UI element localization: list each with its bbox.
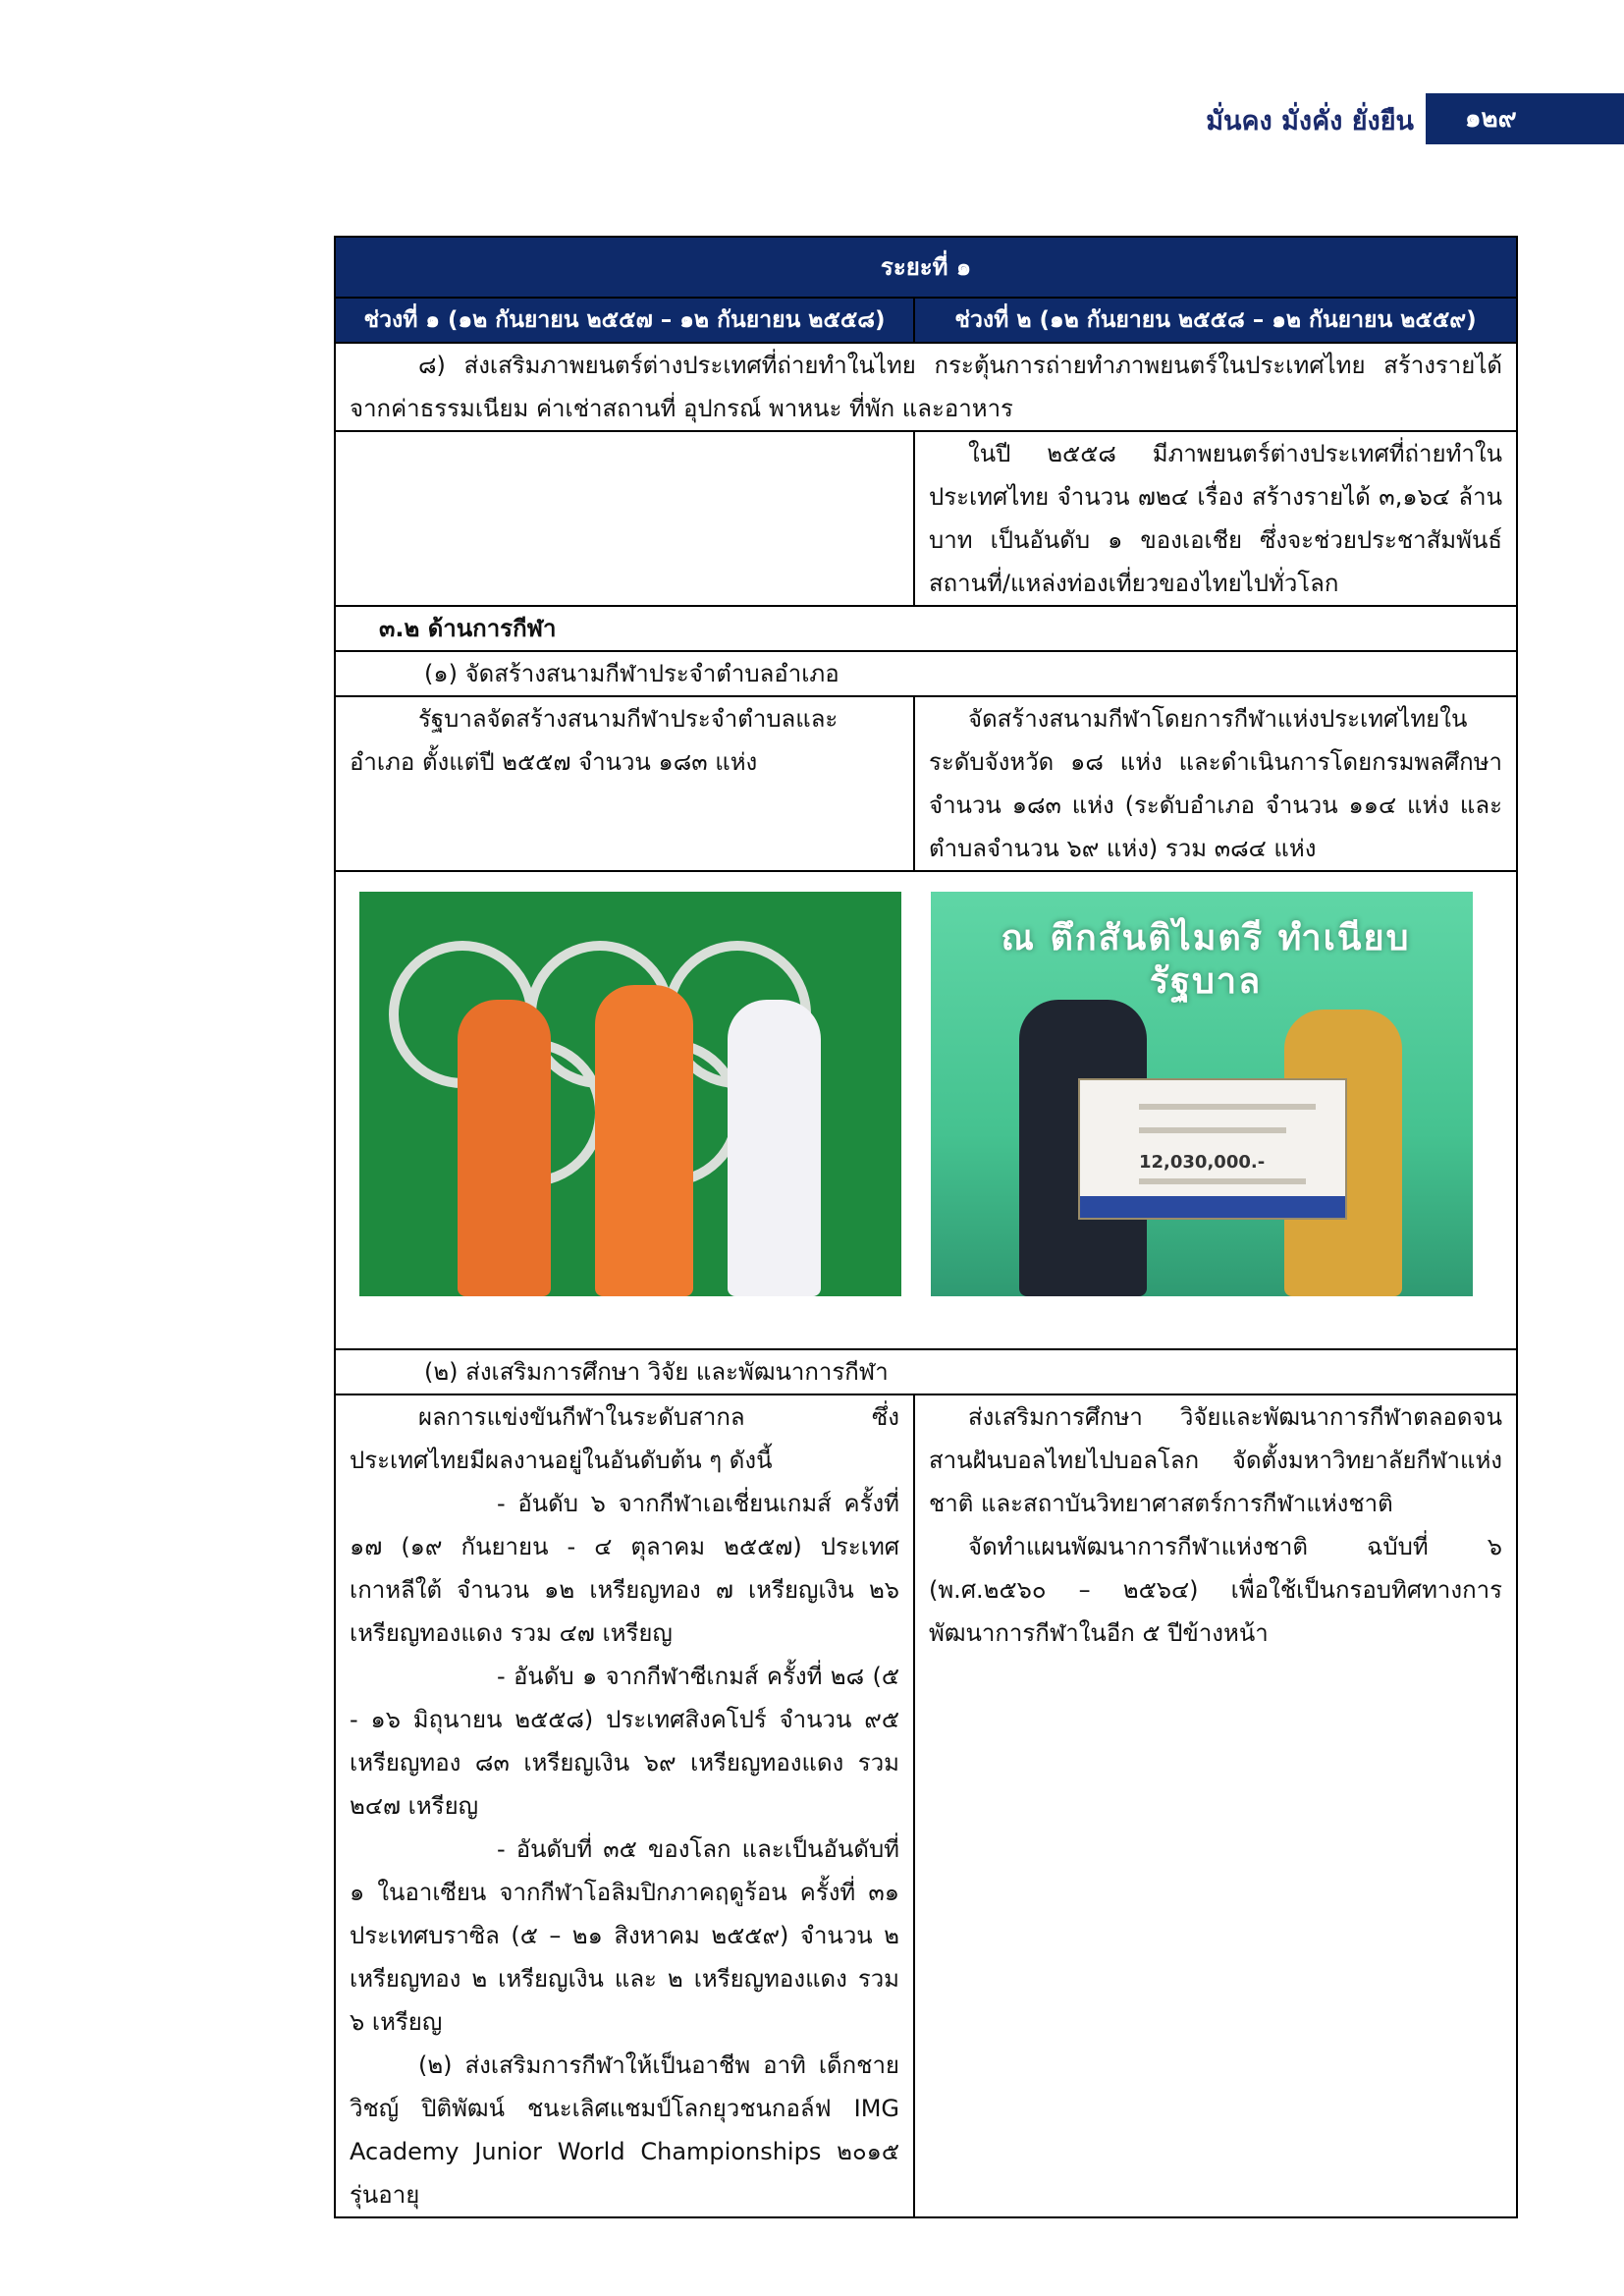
- section-32-title: ๓.๒ ด้านการกีฬา: [335, 606, 1517, 651]
- sub1-title-row: [335, 651, 1517, 696]
- phase-header-row: [335, 237, 1517, 298]
- cheque-line: [1139, 1127, 1286, 1133]
- cheque-footer-bar: [1080, 1196, 1345, 1218]
- sub2-left-item2: - อันดับ ๑ จากกีฬาซีเกมส์ ครั้งที่ ๒๘ (๕ - ๑๖ มิถุนายน ๒๕๕๘) ประเทศสิงคโปร์ จำนวน ๙๕ เหรียญทอง ๘๓ เหรียญเงิน ๖๙ เหรียญทองแดง รวม ๒๔๗ เหรียญ: [350, 1663, 899, 1820]
- cheque-amount: 12,030,000.-: [1139, 1152, 1266, 1173]
- item8-text: ๘) ส่งเสริมภาพยนตร์ต่างประเทศที่ถ่ายทำในไทย กระตุ้นการถ่ายทำภาพยนตร์ในประเทศไทย สร้างรายได้จากค่าธรรมเนียม ค่าเช่าสถานที่ อุปกรณ์ พาหนะ ที่พัก และอาหาร: [350, 352, 1502, 422]
- cheque-line: [1139, 1104, 1316, 1110]
- sub2-right-p1: ส่งเสริมการศึกษา วิจัยและพัฒนาการกีฬาตลอดจนสานฝันบอลไทยไปบอลโลก จัดตั้งมหาวิทยาลัยกีฬาแห่งชาติ และสถาบันวิทยาศาสตร์การกีฬาแห่งชาติ: [929, 1403, 1502, 1517]
- period-header-row: [335, 298, 1517, 343]
- item8-left-empty: [335, 431, 914, 606]
- sub1-right-text: จัดสร้างสนามกีฬาโดยการกีฬาแห่งประเทศไทยในระดับจังหวัด ๑๘ แห่ง และดำเนินการโดยกรมพลศึกษา จำนวน ๑๘๓ แห่ง (ระดับอำเภอ จำนวน ๑๑๔ แห่ง และตำบลจำนวน ๖๙ แห่ง) รวม ๓๘๔ แห่ง: [929, 705, 1502, 862]
- sub2-left-item3: - อันดับที่ ๓๕ ของโลก และเป็นอันดับที่ ๑ ในอาเซียน จากกีฬาโอลิมปิกภาคฤดูร้อน ครั้งที่ ๓๑ ประเทศบราซิล (๕ – ๒๑ สิงหาคม ๒๕๕๙) จำนวน ๒ เหรียญทอง ๒ เหรียญเงิน และ ๒ เหรียญทองแดง รวม ๖ เหรียญ: [350, 1835, 899, 2036]
- photos-row: [335, 871, 1517, 1349]
- sub2-content-row: [335, 1394, 1517, 2217]
- sub2-title: (๒) ส่งเสริมการศึกษา วิจัย และพัฒนาการกีฬา: [335, 1349, 1517, 1394]
- sub2-left-item4: (๒) ส่งเสริมการกีฬาให้เป็นอาชีพ อาทิ เด็กชายวิชญ์ ปิติพัฒน์ ชนะเลิศแชมป์โลกยุวชนกอล์ฟ IMG Academy Junior World Championships ๒๐๑๕ รุ่นอายุ: [350, 2051, 899, 2209]
- content-table: [334, 236, 1518, 2218]
- athlete-figure: [728, 1000, 821, 1296]
- sub1-left-text: รัฐบาลจัดสร้างสนามกีฬาประจำตำบลและอำเภอ ตั้งแต่ปี ๒๕๕๗ จำนวน ๑๘๓ แห่ง: [350, 705, 839, 776]
- award-ceremony-photo: [931, 892, 1473, 1296]
- page-number: ๑๒๙: [1426, 93, 1624, 144]
- sub1-title: (๑) จัดสร้างสนามกีฬาประจำตำบลอำเภอ: [335, 651, 1517, 696]
- award-cheque: [1078, 1078, 1347, 1220]
- sub1-content-row: [335, 696, 1517, 871]
- sub2-left-intro: ผลการแข่งขันกีฬาในระดับสากล ซึ่งประเทศไทยมีผลงานอยู่ในอันดับต้น ๆ ดังนี้: [350, 1403, 899, 1474]
- athlete-figure: [595, 985, 693, 1296]
- item8-result-row: [335, 431, 1517, 606]
- section-32-row: [335, 606, 1517, 651]
- period1-header: ช่วงที่ ๑ (๑๒ กันยายน ๒๕๕๗ – ๑๒ กันยายน ๒๕๕๘): [335, 298, 914, 343]
- header-title: มั่นคง มั่งคั่ง ยั่งยืน: [1206, 106, 1414, 137]
- phase-title: ระยะที่ ๑: [335, 237, 1517, 298]
- sub2-left-item1: - อันดับ ๖ จากกีฬาเอเชี่ยนเกมส์ ครั้งที่ ๑๗ (๑๙ กันยายน - ๔ ตุลาคม ๒๕๕๗) ประเทศเกาหลีใต้ จำนวน ๑๒ เหรียญทอง ๗ เหรียญเงิน ๒๖ เหรียญทองแดง รวม ๔๗ เหรียญ: [350, 1490, 899, 1647]
- sub2-right-p2: จัดทำแผนพัฒนาการกีฬาแห่งชาติ ฉบับที่ ๖ (พ.ศ.๒๕๖๐ – ๒๕๖๔) เพื่อใช้เป็นกรอบทิศทางการพัฒนาการกีฬาในอีก ๕ ปีข้างหน้า: [929, 1533, 1502, 1647]
- period2-header: ช่วงที่ ๒ (๑๒ กันยายน ๒๕๕๘ – ๑๒ กันยายน ๒๕๕๙): [914, 298, 1517, 343]
- olympic-podium-photo: [359, 892, 901, 1296]
- sub2-title-row: [335, 1349, 1517, 1394]
- athlete-figure: [458, 1000, 551, 1296]
- item8-row: [335, 343, 1517, 431]
- item8-right-text: ในปี ๒๕๕๘ มีภาพยนตร์ต่างประเทศที่ถ่ายทำในประเทศไทย จำนวน ๗๒๔ เรื่อง สร้างรายได้ ๓,๑๖๔ ล้านบาท เป็นอันดับ ๑ ของเอเชีย ซึ่งจะช่วยประชาสัมพันธ์สถานที่/แหล่งท่องเที่ยวของไทยไปทั่วโลก: [929, 440, 1502, 597]
- photo-banner-text: ณ ตึกสันติไมตรี ทำเนียบรัฐบาล: [1001, 918, 1411, 1002]
- cheque-line: [1139, 1178, 1306, 1184]
